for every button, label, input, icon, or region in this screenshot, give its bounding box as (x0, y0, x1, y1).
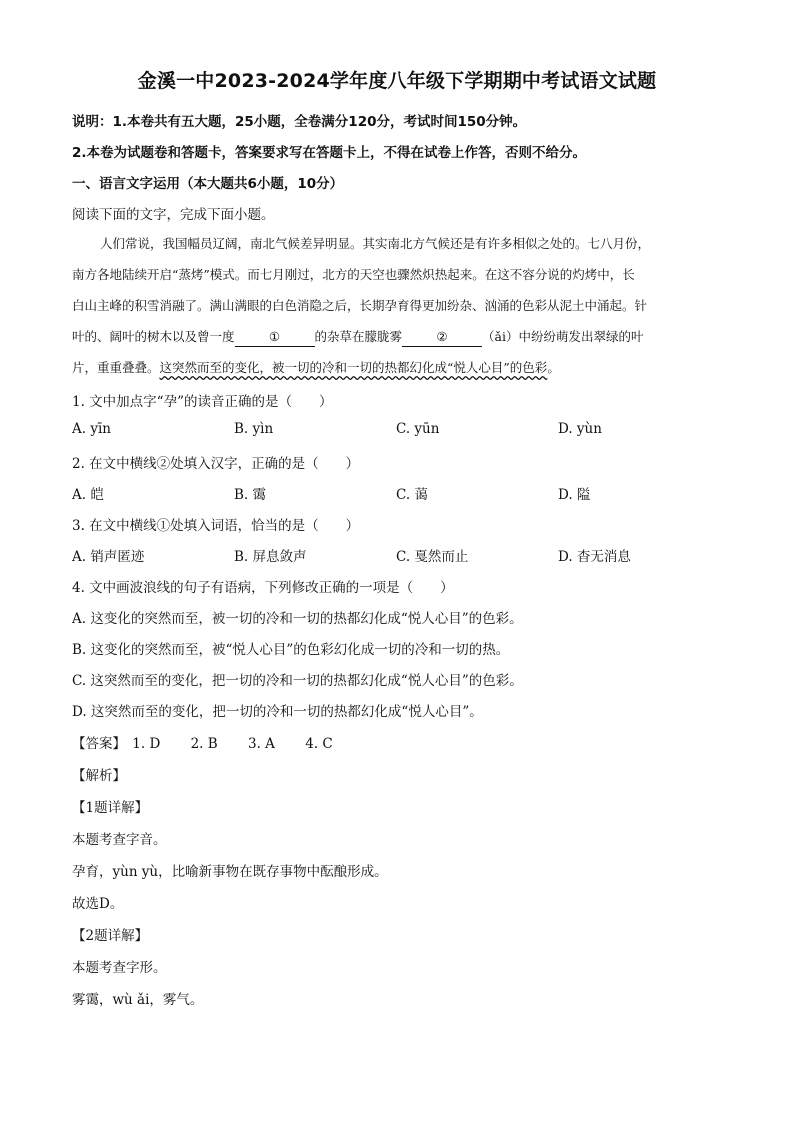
question-4-option-d: D. 这突然而至的变化，把一切的冷和一切的热都幻化成“悦人心目”。 (72, 704, 483, 720)
question-2-option-a: A. 皑 (72, 487, 104, 503)
passage-line: 人们常说，我国幅员辽阔，南北气候差异明显。其实南北方气候还是有许多相似之处的。七八月份， (100, 236, 651, 251)
reading-instruction: 阅读下面的文字，完成下面小题。 (72, 207, 275, 223)
passage-line: 南方各地陆续开启“蒸烤”模式。而七月刚过，北方的天空也骤然炽热起来。在这不容分说的灼烤中，长 (72, 267, 635, 282)
fill-blank-2: ② (402, 328, 482, 347)
answer-item: 3. A (247, 736, 275, 752)
passage-text: （ǎi）中纷纷萌发出翠绿的叶 (482, 329, 644, 344)
question-4-option-a: A. 这变化的突然而至，被一切的冷和一切的热都幻化成“悦人心目”的色彩。 (72, 611, 523, 627)
detail-2-line: 雾霭，wù ǎi，雾气。 (72, 992, 204, 1008)
question-1-option-b: B. yìn (234, 421, 274, 437)
answer-item: 4. C (305, 736, 333, 752)
answer-item: 1. D (132, 736, 161, 752)
answer-row (72, 732, 333, 752)
notes-line-1: 说明：1.本卷共有五大题，25小题，全卷满分120分，考试时间150分钟。 (72, 114, 527, 130)
wavy-underlined-sentence: 这突然而至的变化，被一切的冷和一切的热都幻化成“悦人心目”的色彩 (159, 360, 548, 375)
question-4-option-c: C. 这突然而至的变化，把一切的冷和一切的热都幻化成“悦人心目”的色彩。 (72, 673, 523, 689)
question-2-option-b: B. 霭 (234, 487, 267, 503)
question-2-option-c: C. 蔼 (396, 487, 428, 503)
question-4-option-b: B. 这变化的突然而至，被“悦人心目”的色彩幻化成一切的冷和一切的热。 (72, 642, 510, 658)
section-heading: 一、语言文字运用（本大题共6小题，10分） (72, 176, 344, 192)
question-1-option-d: D. yùn (558, 421, 602, 437)
detail-1-line: 孕育，yùn yù，比喻新事物在既存事物中酝酿形成。 (72, 864, 388, 880)
detail-1-line: 本题考查字音。 (72, 832, 167, 848)
detail-2-line: 本题考查字形。 (72, 960, 167, 976)
notes-line-2: 2.本卷为试题卷和答题卡，答案要求写在答题卡上，不得在试卷上作答，否则不给分。 (72, 145, 587, 161)
detail-1-line: 故选D。 (72, 896, 124, 912)
detail-1-heading: 【1题详解】 (72, 800, 149, 816)
question-3-stem: 3. 在文中横线①处填入词语，恰当的是（ ） (72, 518, 360, 534)
answer-item: 2. B (190, 736, 218, 752)
question-1-stem: 1. 文中加点字“孕”的读音正确的是（ ） (72, 394, 333, 410)
question-1-option-a: A. yīn (72, 421, 111, 437)
page-title: 金溪一中2023-2024学年度八年级下学期期中考试语文试题 (137, 70, 657, 92)
question-2-stem: 2. 在文中横线②处填入汉字，正确的是（ ） (72, 456, 360, 472)
passage-line: 白山主峰的积雪消融了。满山满眼的白色消隐之后，长期孕育得更加纷杂、汹涌的色彩从泥土中涌起。针 (72, 298, 648, 313)
answer-label: 【答案】 (72, 736, 126, 752)
passage-text: 。 (547, 360, 560, 375)
question-3-option-a: A. 销声匿迹 (72, 549, 145, 565)
question-4-stem: 4. 文中画波浪线的句子有语病，下列修改正确的一项是（ ） (72, 580, 454, 596)
question-2-option-d: D. 隘 (558, 487, 591, 503)
detail-2-heading: 【2题详解】 (72, 928, 149, 944)
question-1-option-c: C. yūn (396, 421, 440, 437)
question-3-option-b: B. 屏息敛声 (234, 549, 307, 565)
fill-blank-1: ① (235, 328, 315, 347)
question-3-option-c: C. 戛然而止 (396, 549, 469, 565)
passage-line (72, 352, 720, 383)
passage-line (72, 321, 720, 352)
question-3-option-d: D. 杳无消息 (558, 549, 631, 565)
passage-text: 片，重重叠叠。 (72, 360, 160, 375)
passage-text: 的杂草在朦胧雾 (314, 329, 403, 344)
reading-passage (72, 228, 720, 383)
passage-text: 叶的、阔叶的树木以及曾一度 (72, 329, 235, 344)
analysis-label: 【解析】 (72, 768, 126, 784)
